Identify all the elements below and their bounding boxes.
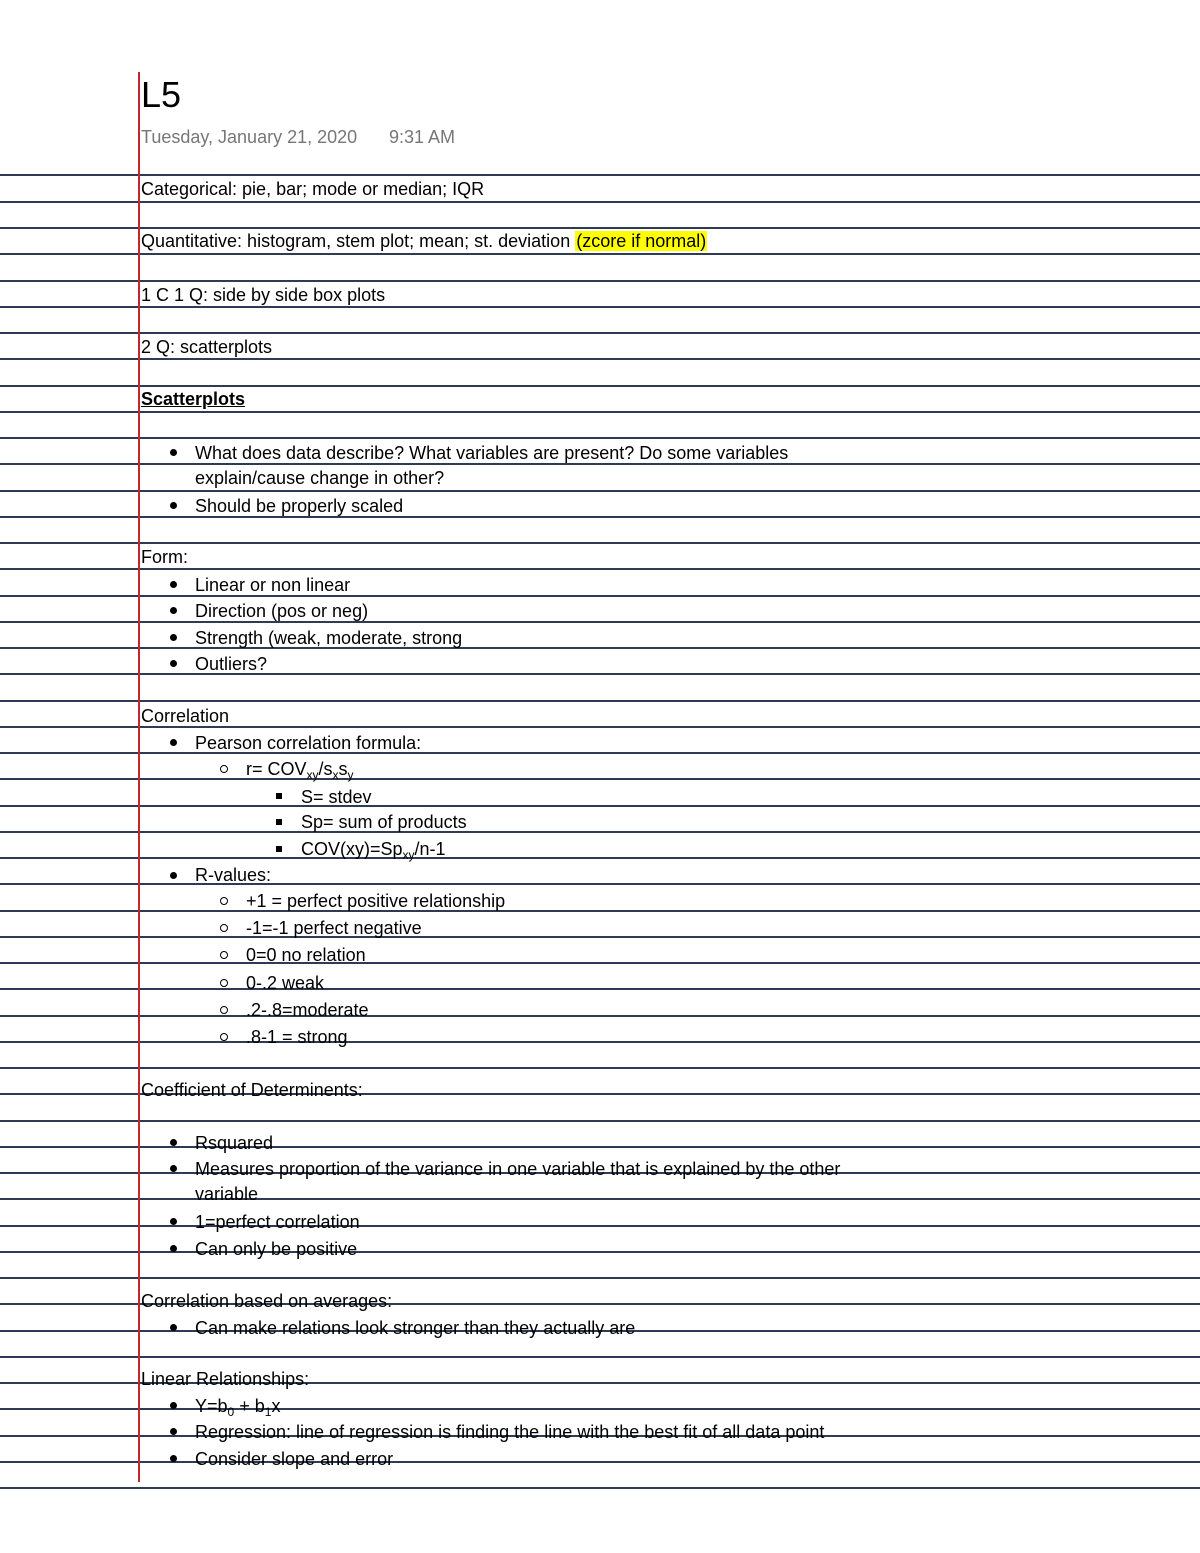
rv-item: +1 = perfect positive relationship (246, 891, 506, 911)
bullet-disc (170, 739, 177, 746)
formula-part: COV(xy)=Sp (301, 839, 403, 859)
scatter-bullet-2: Should be properly scaled (195, 496, 404, 516)
ruled-line (0, 752, 1200, 754)
formula-sub: xy (402, 848, 415, 862)
rvalues: R-values: (195, 865, 272, 885)
ruled-line (0, 1198, 1200, 1200)
highlighted-text: (zcore if normal) (576, 231, 707, 251)
ruled-line (0, 1067, 1200, 1069)
ruled-line (0, 883, 1200, 885)
corr-cov (301, 838, 446, 860)
page-title: L5 (141, 74, 182, 115)
bullet-disc (170, 1324, 177, 1331)
bullet-square (276, 793, 282, 799)
heading-form: Form: (141, 547, 188, 567)
heading-linear: Linear Relationships: (141, 1369, 310, 1389)
ruled-line (0, 1015, 1200, 1017)
formula-part: s (338, 759, 348, 779)
bullet-disc (170, 1428, 177, 1435)
heading-averages: Correlation based on averages: (141, 1291, 393, 1311)
bullet-disc (170, 1165, 177, 1172)
margin-line (138, 72, 140, 1482)
ruled-line (0, 857, 1200, 859)
bullet-disc (170, 1245, 177, 1252)
ruled-line (0, 1146, 1200, 1148)
bullet-disc (170, 1218, 177, 1225)
lin-bullet-2: Regression: line of regression is finding the line with the best fit of all data point (195, 1422, 825, 1442)
heading-scatterplots: Scatterplots (141, 389, 246, 409)
bullet-disc (170, 1402, 177, 1409)
form-bullet-3: Strength (weak, moderate, strong (195, 628, 463, 648)
ruled-line (0, 595, 1200, 597)
bullet-disc (170, 660, 177, 667)
bullet-disc (170, 1139, 177, 1146)
ruled-line (0, 778, 1200, 780)
line-1c1q: 1 C 1 Q: side by side box plots (141, 285, 386, 305)
ruled-line (0, 358, 1200, 360)
bullet-circle (220, 765, 228, 773)
ruled-line (0, 831, 1200, 833)
note-date: Tuesday, January 21, 2020 (141, 127, 358, 147)
bullet-circle (220, 951, 228, 959)
formula-part: /n-1 (414, 839, 446, 859)
ruled-line (0, 988, 1200, 990)
corr-formula (246, 758, 354, 780)
ruled-line (0, 542, 1200, 544)
ruled-line (0, 621, 1200, 623)
ruled-line (0, 647, 1200, 649)
ruled-line (0, 1120, 1200, 1122)
ruled-line (0, 910, 1200, 912)
ruled-line (0, 411, 1200, 413)
ruled-line (0, 1041, 1200, 1043)
cod-bullet-3: 1=perfect correlation (195, 1212, 360, 1232)
bullet-disc (170, 1455, 177, 1462)
rv-item: 0=0 no relation (246, 945, 366, 965)
line-2q: 2 Q: scatterplots (141, 337, 273, 357)
ruled-line (0, 306, 1200, 308)
bullet-circle (220, 1033, 228, 1041)
ruled-line (0, 568, 1200, 570)
formula-part: r= COV (246, 759, 307, 779)
ruled-line (0, 1277, 1200, 1279)
ruled-line (0, 280, 1200, 282)
ruled-line (0, 437, 1200, 439)
scatter-bullet-1-cont: explain/cause change in other? (195, 468, 445, 488)
corr-s: S= stdev (301, 787, 372, 807)
bullet-square (276, 819, 282, 825)
quantitative-text: Quantitative: histogram, stem plot; mean; st. deviation (141, 231, 576, 251)
ruled-line (0, 490, 1200, 492)
lin-bullet-3: Consider slope and error (195, 1449, 394, 1469)
scatter-bullet-1: What does data describe? What variables are present? Do some variables (195, 443, 789, 463)
bullet-disc (170, 607, 177, 614)
bullet-disc (170, 634, 177, 641)
ruled-line (0, 1225, 1200, 1227)
form-bullet-2: Direction (pos or neg) (195, 601, 369, 621)
formula-sub: 0 (227, 1405, 235, 1419)
formula-part: x (271, 1396, 281, 1416)
ruled-line (0, 1408, 1200, 1410)
cod-bullet-1: Rsquared (195, 1133, 274, 1153)
bullet-disc (170, 581, 177, 588)
ruled-line (0, 332, 1200, 334)
line-quantitative (141, 230, 707, 252)
form-bullet-4: Outliers? (195, 654, 268, 674)
bullet-circle (220, 1006, 228, 1014)
ruled-line (0, 201, 1200, 203)
bullet-circle (220, 897, 228, 905)
bullet-disc (170, 449, 177, 456)
bullet-disc (170, 872, 177, 879)
formula-sub: 1 (264, 1405, 272, 1419)
ruled-line (0, 936, 1200, 938)
bullet-circle (220, 979, 228, 987)
bullet-circle (220, 924, 228, 932)
ruled-line (0, 174, 1200, 176)
heading-coefficient: Coefficient of Determinents: (141, 1080, 363, 1100)
ruled-line (0, 1251, 1200, 1253)
formula-sub: x (332, 768, 339, 782)
ruled-line (0, 962, 1200, 964)
formula-part: Y=b (195, 1396, 228, 1416)
ruled-line (0, 1487, 1200, 1489)
ruled-line (0, 805, 1200, 807)
ruled-line (0, 385, 1200, 387)
ruled-line (0, 700, 1200, 702)
formula-sub: xy (306, 768, 319, 782)
rv-item: .2-.8=moderate (246, 1000, 369, 1020)
ruled-line (0, 673, 1200, 675)
ruled-line (0, 516, 1200, 518)
ruled-line (0, 227, 1200, 229)
cod-bullet-2: Measures proportion of the variance in one variable that is explained by the other (195, 1159, 841, 1179)
cod-bullet-2-cont: variable (195, 1184, 259, 1204)
formula-part: /s (318, 759, 333, 779)
bullet-square (276, 846, 282, 852)
formula-sub: y (347, 768, 354, 782)
heading-correlation: Correlation (141, 706, 230, 726)
formula-part: + b (234, 1396, 265, 1416)
corr-bullet-1: Pearson correlation formula: (195, 733, 422, 753)
cod-bullet-4: Can only be positive (195, 1239, 358, 1259)
avg-bullet-1: Can make relations look stronger than they actually are (195, 1318, 636, 1338)
rv-item: 0-.2 weak (246, 973, 325, 993)
corr-sp: Sp= sum of products (301, 812, 467, 832)
rv-item: -1=-1 perfect negative (246, 918, 422, 938)
line-categorical: Categorical: pie, bar; mode or median; IQR (141, 179, 485, 199)
ruled-line (0, 1356, 1200, 1358)
ruled-line (0, 1461, 1200, 1463)
ruled-line (0, 253, 1200, 255)
bullet-disc (170, 502, 177, 509)
rv-item: .8-1 = strong (246, 1027, 348, 1047)
note-time: 9:31 AM (389, 127, 456, 147)
lin-bullet-1 (195, 1395, 280, 1417)
form-bullet-1: Linear or non linear (195, 575, 351, 595)
